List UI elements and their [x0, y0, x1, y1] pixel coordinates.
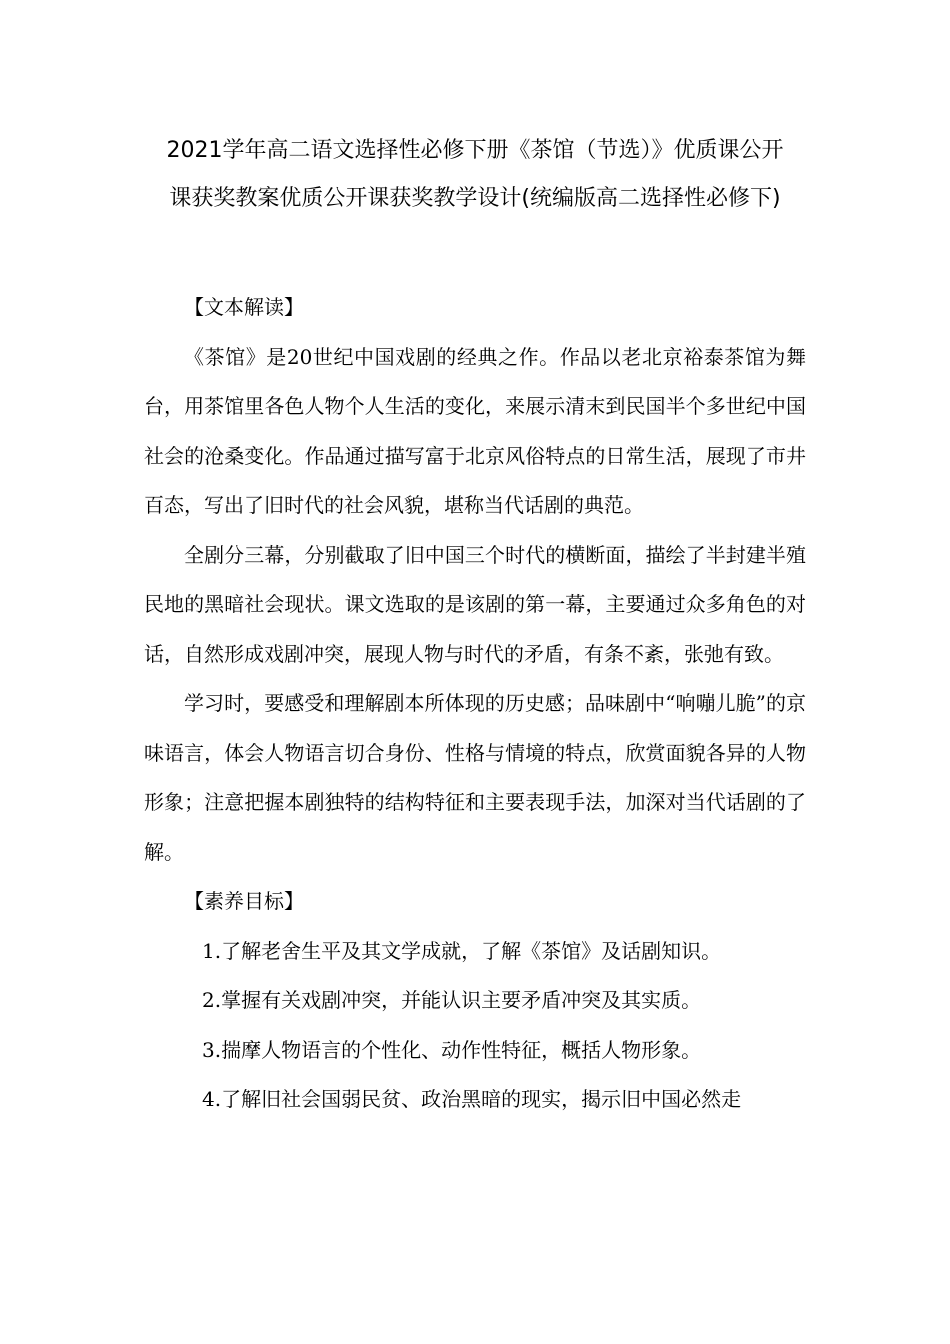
paragraph-intro: 《茶馆》是20世纪中国戏剧的经典之作。作品以老北京裕泰茶馆为舞台，用茶馆里各色人物个人生活的变化，来展示清末到民国半个多世纪中国社会的沧桑变化。作品通过描写富于北京风俗特点的日常生活，展现了市井百态，写出了旧时代的社会风貌，堪称当代话剧的典范。	[144, 344, 806, 517]
paragraph-structure: 全剧分三幕，分别截取了旧中国三个时代的横断面，描绘了半封建半殖民地的黑暗社会现状。课文选取的是该剧的第一幕，主要通过众多角色的对话，自然形成戏剧冲突，展现人物与时代的矛盾，有条不紊，张弛有致。	[144, 542, 806, 666]
document-title-line-1: 2021学年高二语文选择性必修下册《茶馆（节选）》优质课公开	[166, 138, 784, 163]
document-body	[144, 283, 806, 1125]
goal-item-3: 3.揣摩人物语言的个性化、动作性特征，概括人物形象。	[202, 1037, 702, 1062]
paragraph-study-guide: 学习时，要感受和理解剧本所体现的历史感；品味剧中“响嘣儿脆”的京味语言，体会人物语言切合身份、性格与情境的特点，欣赏面貌各异的人物形象；注意把握本剧独特的结构特征和主要表现手法，加深对当代话剧的了解。	[144, 691, 806, 864]
section-heading-text-reading: 【文本解读】	[184, 295, 304, 319]
goal-item-4: 4.了解旧社会国弱民贫、政治黑暗的现实，揭示旧中国必然走	[202, 1087, 742, 1111]
goal-item-1: 1.了解老舍生平及其文学成就，了解《茶馆》及话剧知识。	[202, 938, 722, 963]
section-heading-goals: 【素养目标】	[184, 889, 304, 913]
goal-item-2: 2.掌握有关戏剧冲突，并能认识主要矛盾冲突及其实质。	[202, 988, 702, 1012]
document-title-line-2: 课获奖教案优质公开课获奖教学设计(统编版高二选择性必修下)	[169, 186, 781, 211]
